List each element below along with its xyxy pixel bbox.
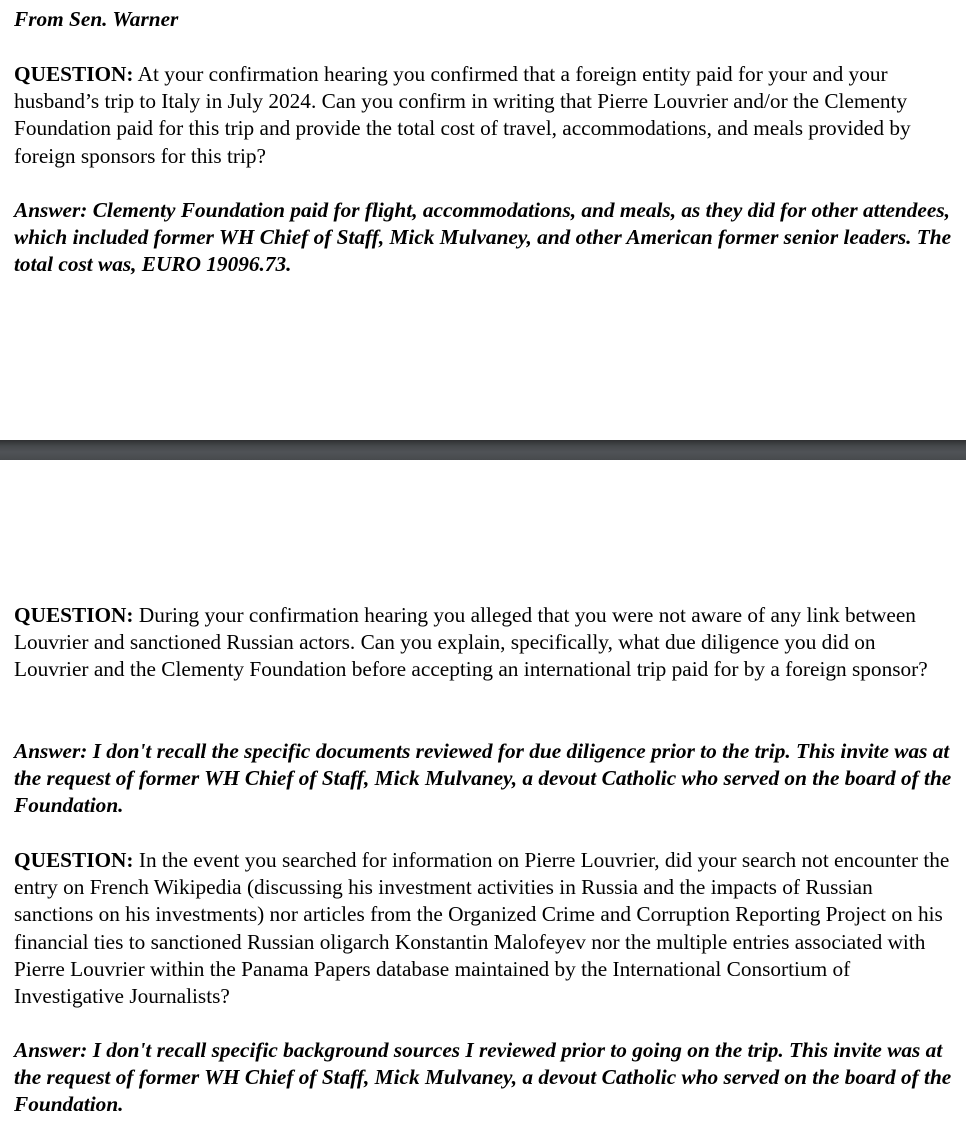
question-label: QUESTION: [14,62,134,86]
page-divider [0,440,966,460]
question-text: At your confirmation hearing you confirmed that a foreign entity paid for your and your husband’s trip to Italy in July 2024. Can you confirm in writing that Pierre Louvrier and/or the Clementy Foundation paid for this trip and provide the total cost of travel, accommodations, and meals provided by foreign sponsors for this trip? [14,62,911,168]
question-label: QUESTION: [14,603,134,627]
answer-1: Answer: Clementy Foundation paid for flight, accommodations, and meals, as they did for other attendees, which included former WH Chief of Staff, Mick Mulvaney, and other American former senior leaders. The total cost was, EURO 19096.73. [14,198,952,277]
document-page-2 [0,460,966,1128]
question-label: QUESTION: [14,848,134,872]
question-2 [14,602,954,684]
section-heading: From Sen. Warner [14,7,179,31]
question-3 [14,847,954,1010]
answer-2: Answer: I don't recall the specific documents reviewed for due diligence prior to the trip. This invite was at the request of former WH Chief of Staff, Mick Mulvaney, a devout Catholic who served on the board of the Foundation. [14,739,952,818]
answer-3: Answer: I don't recall specific background sources I reviewed prior to going on the trip. This invite was at the request of former WH Chief of Staff, Mick Mulvaney, a devout Catholic who served on the board of the Foundation. [14,1038,952,1117]
question-1 [14,61,954,170]
question-text: During your confirmation hearing you alleged that you were not aware of any link between Louvrier and sanctioned Russian actors. Can you explain, specifically, what due diligence you did on Louvrier and the Clementy Foundation before accepting an international trip paid for by a foreign sponsor? [14,603,928,682]
document-page-1 [0,0,966,440]
question-text: In the event you searched for information on Pierre Louvrier, did your search not encounter the entry on French Wikipedia (discussing his investment activities in Russia and the impacts of Russian sanctions on his investments) nor articles from the Organized Crime and Corruption Reporting Project on his financial ties to sanctioned Russian oligarch Konstantin Malofeyev nor the multiple entries associated with Pierre Louvrier within the Panama Papers database maintained by the International Consortium of Investigative Journalists? [14,848,950,1009]
